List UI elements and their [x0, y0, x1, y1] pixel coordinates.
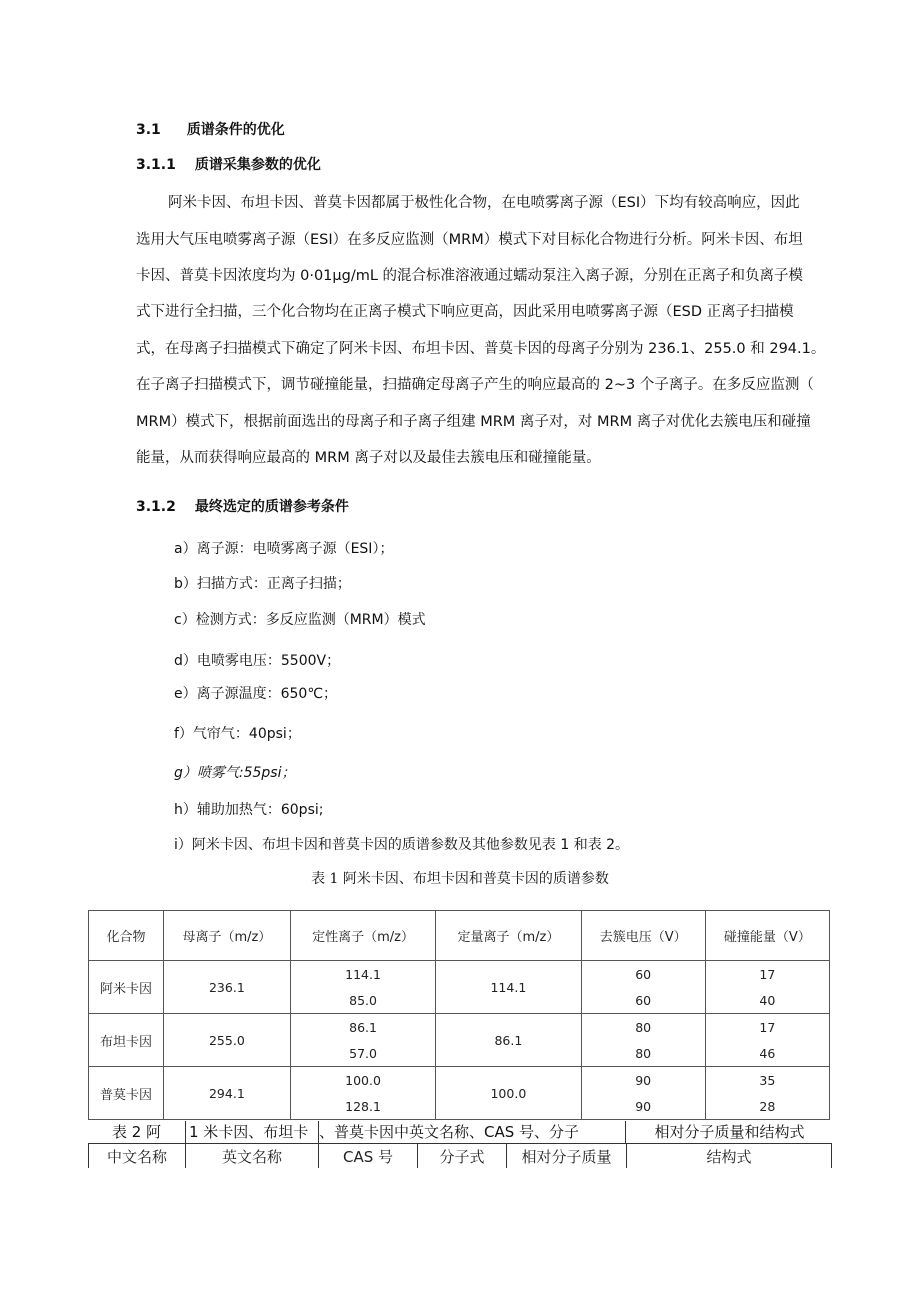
value: 90	[635, 1098, 652, 1114]
value: 17	[759, 1019, 776, 1035]
compound-cell: 布坦卡因	[89, 1014, 164, 1067]
qualitative-ion-cell	[290, 961, 435, 1014]
list-item: i）阿米卡因、布坦卡因和普莫卡因的质谱参数及其他参数见表 1 和表 2。	[174, 837, 630, 853]
list-item: d）电喷雾电压：5500V；	[174, 653, 341, 669]
column-header: 分子式	[418, 1144, 507, 1169]
compound-cell: 普莫卡因	[89, 1067, 164, 1120]
table1-caption: 表 1 阿米卡因、布坦卡因和普莫卡因的质谱参数	[311, 871, 609, 887]
caption-part: 相对分子质量和结构式	[625, 1121, 833, 1143]
declustering-voltage-cell	[581, 1067, 705, 1120]
paragraph-line: 卡因、普莫卡因浓度均为 0·01μg/mL 的混合标准溶液通过蠕动泵注入离子源，分别在正离子和负离子模	[136, 268, 804, 284]
column-header: 结构式	[627, 1144, 832, 1169]
compound-cell: 阿米卡因	[89, 961, 164, 1014]
section-title: 质谱采集参数的优化	[194, 157, 321, 173]
parent-ion-cell: 236.1	[163, 961, 290, 1014]
value: 17	[759, 966, 776, 982]
column-header: 化合物	[89, 911, 164, 961]
collision-energy-cell	[705, 1014, 829, 1067]
value: 35	[759, 1072, 776, 1088]
table-header-row	[89, 1144, 832, 1169]
value: 114.1	[345, 966, 381, 982]
value: 90	[635, 1072, 652, 1088]
column-header: 碰撞能量（V）	[705, 911, 829, 961]
section-heading-3-1	[136, 119, 285, 139]
column-header: 定性离子（m/z）	[290, 911, 435, 961]
column-header: CAS 号	[319, 1144, 418, 1169]
caption-part: 表 2 阿	[111, 1123, 162, 1141]
section-number: 3.1.1	[136, 157, 176, 173]
column-header: 定量离子（m/z）	[436, 911, 581, 961]
quantitative-ion-cell: 100.0	[436, 1067, 581, 1120]
section-number: 3.1.2	[136, 499, 176, 515]
column-header: 去簇电压（V）	[581, 911, 705, 961]
collision-energy-cell	[705, 961, 829, 1014]
paragraph-line: 能量，从而获得响应最高的 MRM 离子对以及最佳去簇电压和碰撞能量。	[136, 450, 601, 466]
qualitative-ion-cell	[290, 1014, 435, 1067]
quantitative-ion-cell: 114.1	[436, 961, 581, 1014]
paragraph-line: 选用大气压电喷雾离子源（ESI）在多反应监测（MRM）模式下对目标化合物进行分析。阿米卡因、布坦	[136, 232, 803, 248]
value: 85.0	[349, 992, 377, 1008]
value: 57.0	[349, 1045, 377, 1061]
list-item: b）扫描方式：正离子扫描；	[174, 576, 351, 592]
paragraph-line: 在子离子扫描模式下，调节碰撞能量，扫描确定母离子产生的响应最高的 2~3 个子离子。在多反应监测（	[136, 377, 814, 393]
qualitative-ion-cell	[290, 1067, 435, 1120]
value: 80	[635, 1019, 652, 1035]
value: 128.1	[345, 1098, 381, 1114]
value: 100.0	[345, 1072, 381, 1088]
section-number: 3.1	[136, 122, 161, 138]
table1	[88, 910, 830, 1120]
value: 60	[635, 992, 652, 1008]
caption-part: 1 米卡因、布坦卡	[185, 1121, 321, 1143]
declustering-voltage-cell	[581, 1014, 705, 1067]
paragraph-line: 式下进行全扫描，三个化合物均在正离子模式下响应更高，因此采用电喷雾离子源（ESD 正离子扫描模	[136, 304, 794, 320]
parent-ion-cell: 294.1	[163, 1067, 290, 1120]
paragraph-line: MRM）模式下，根据前面选出的母离子和子离子组建 MRM 离子对，对 MRM 离子对优化去簇电压和碰撞	[136, 414, 811, 430]
list-item: h）辅助加热气：60psi;	[174, 802, 324, 818]
value: 46	[759, 1045, 776, 1061]
section-title: 最终选定的质谱参考条件	[194, 499, 349, 515]
value: 40	[759, 992, 776, 1008]
list-item: e）离子源温度：650℃；	[174, 686, 338, 702]
section-title: 质谱条件的优化	[186, 122, 285, 138]
table-header-row	[89, 911, 830, 961]
parent-ion-cell: 255.0	[163, 1014, 290, 1067]
table2	[88, 1143, 832, 1168]
list-item: c）检测方式：多反应监测（MRM）模式	[174, 612, 426, 628]
paragraph-line: 式，在母离子扫描模式下确定了阿米卡因、布坦卡因、普莫卡因的母离子分别为 236.1、255.0 和 294.1。	[136, 341, 826, 357]
paragraph-line: 阿米卡因、布坦卡因、普莫卡因都属于极性化合物，在电喷雾离子源（ESI）下均有较高响应，因此	[168, 195, 800, 211]
section-heading-3-1-1	[136, 154, 321, 174]
list-item: a）离子源：电喷雾离子源（ESI）；	[174, 541, 394, 557]
column-header: 英文名称	[186, 1144, 319, 1169]
value: 28	[759, 1098, 776, 1114]
caption-part: 、普莫卡因中英文名称、CAS 号、分子	[318, 1121, 625, 1143]
value: 60	[635, 966, 652, 982]
list-item: f）气帘气：40psi；	[174, 726, 301, 742]
value: 86.1	[349, 1019, 377, 1035]
declustering-voltage-cell	[581, 961, 705, 1014]
table-row	[89, 1067, 830, 1120]
column-header: 相对分子质量	[507, 1144, 627, 1169]
column-header: 中文名称	[89, 1144, 186, 1169]
table-row	[89, 961, 830, 1014]
list-item: g）喷雾气:55psi；	[174, 765, 296, 781]
value: 80	[635, 1045, 652, 1061]
quantitative-ion-cell: 86.1	[436, 1014, 581, 1067]
column-header: 母离子（m/z）	[163, 911, 290, 961]
section-heading-3-1-2	[136, 496, 349, 516]
table-row	[89, 1014, 830, 1067]
collision-energy-cell	[705, 1067, 829, 1120]
